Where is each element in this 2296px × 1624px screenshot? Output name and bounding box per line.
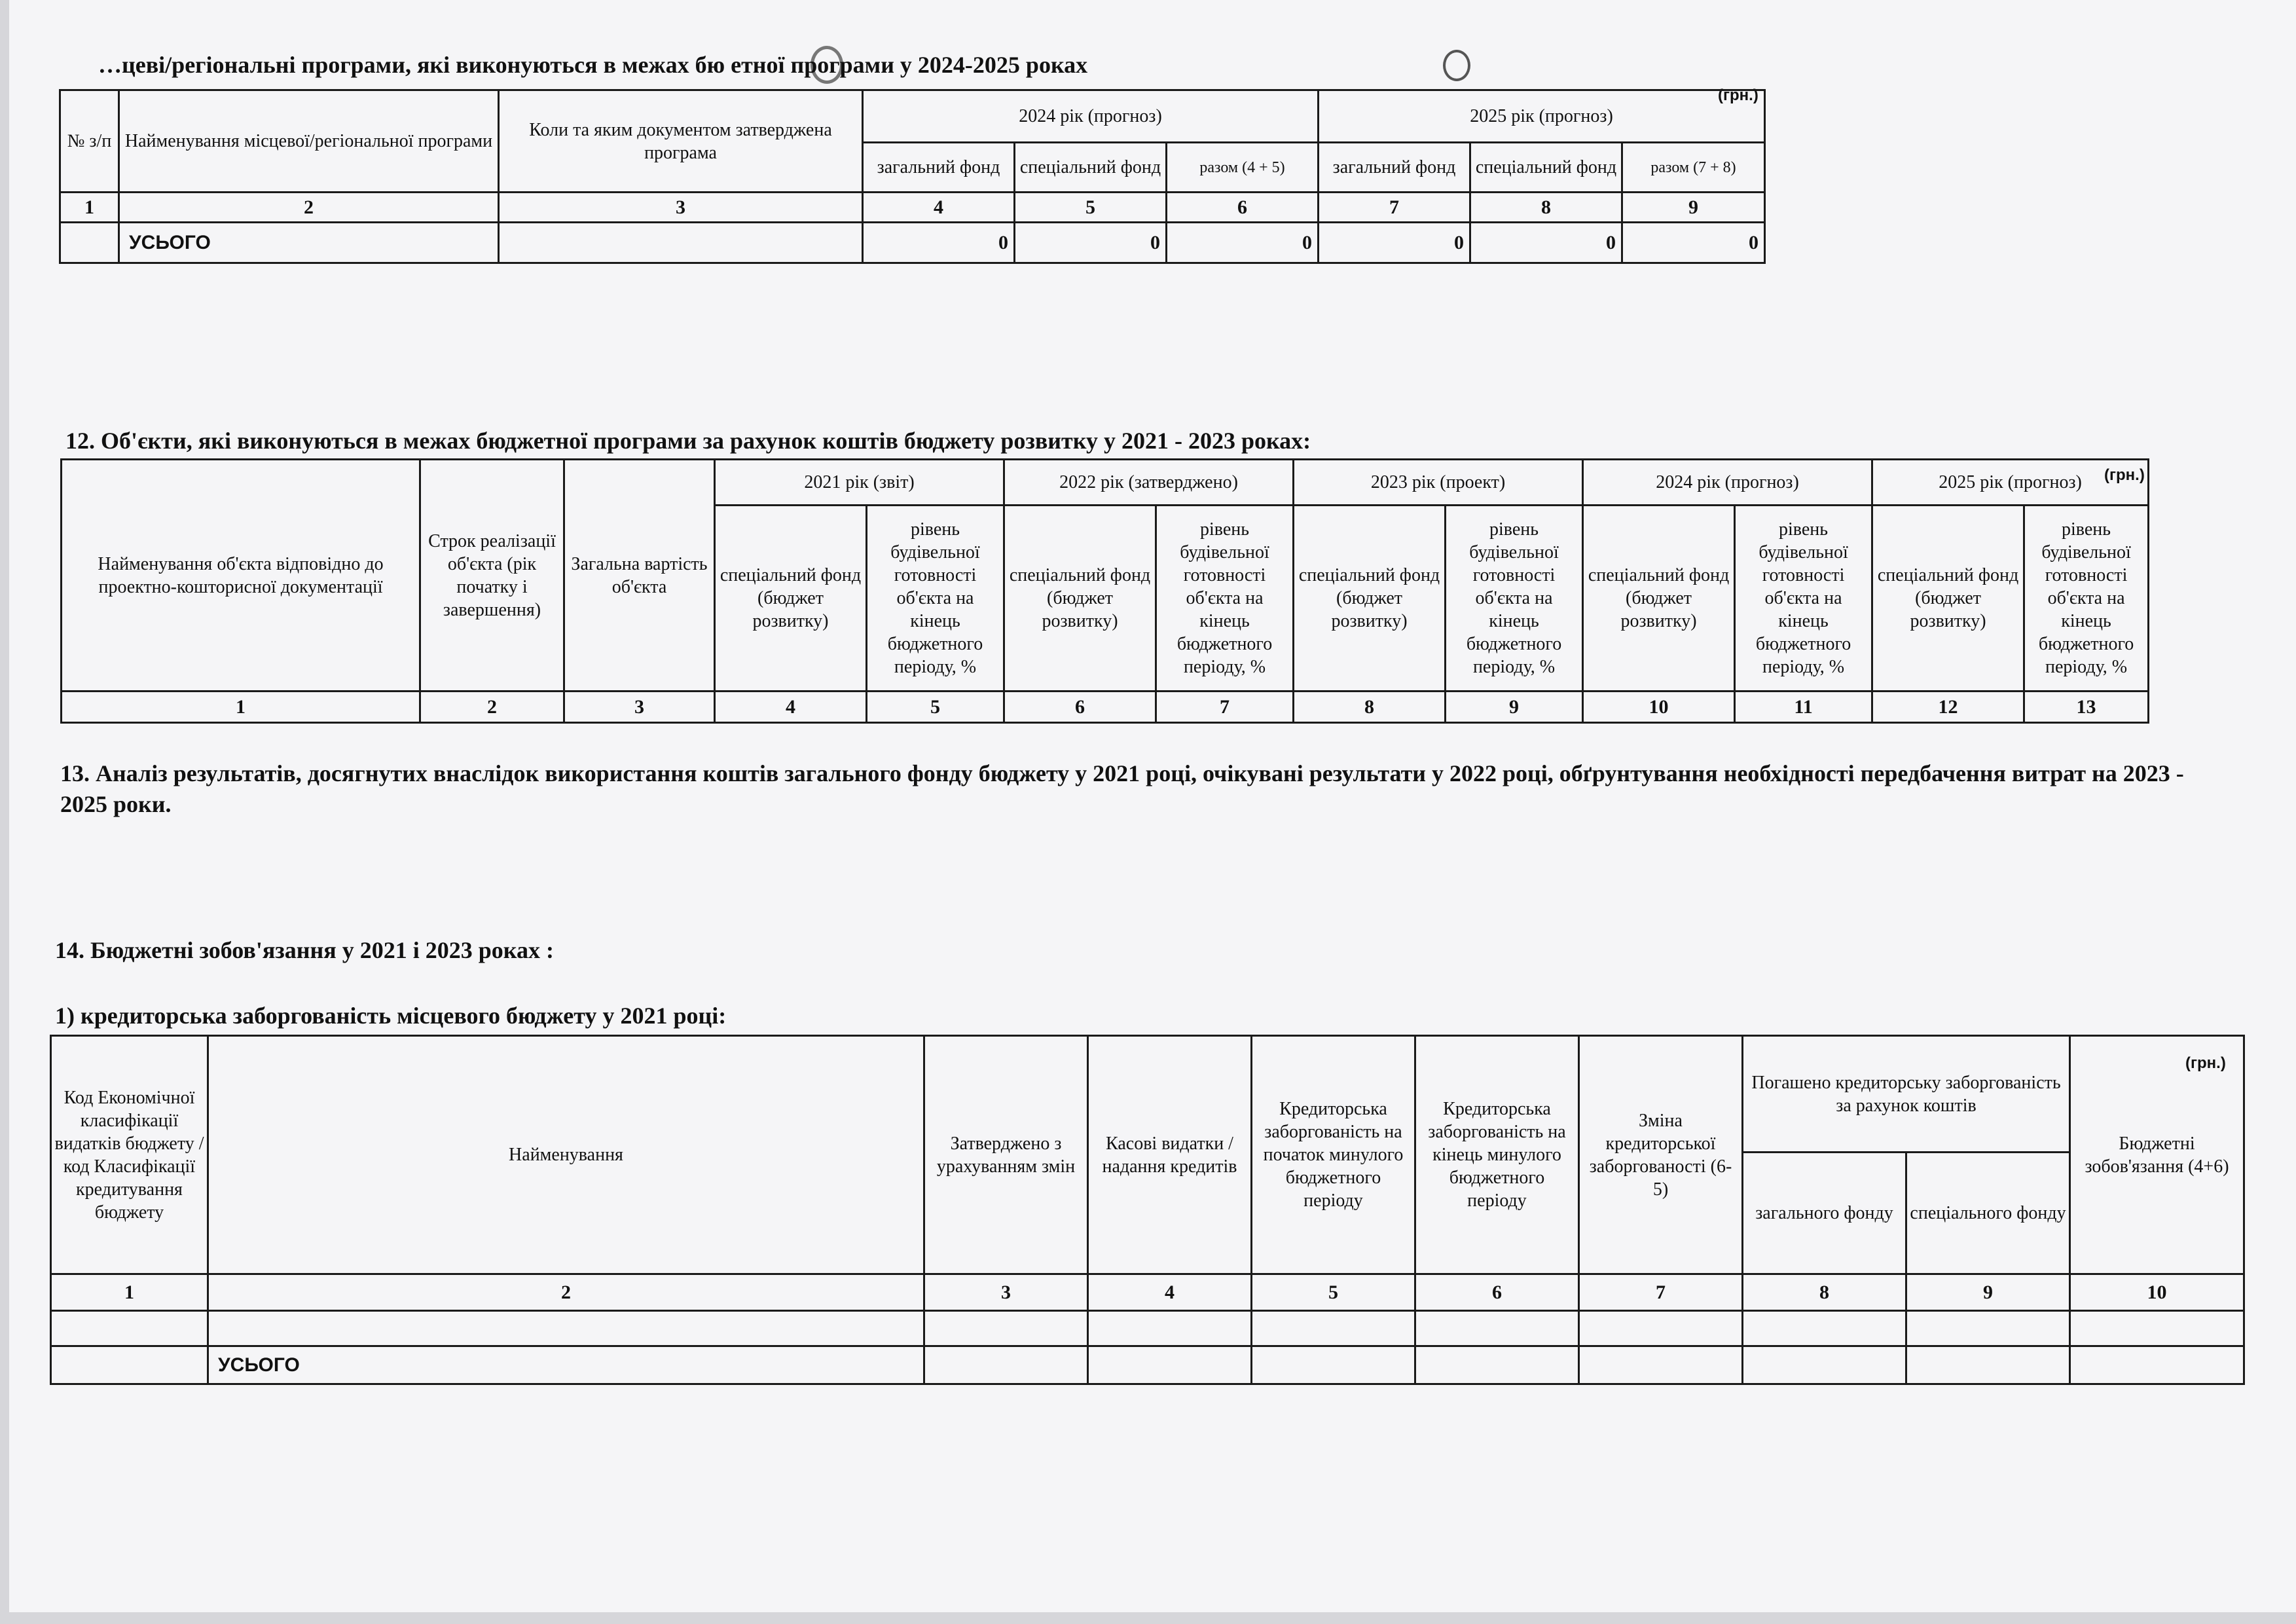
column-number: 10 bbox=[2070, 1274, 2244, 1311]
section-12-table bbox=[60, 458, 2149, 724]
header-object-name: Найменування об'єкта відповідно до проектно-кошторисної документації bbox=[62, 460, 420, 692]
header-year-2024: 2024 рік (прогноз) bbox=[1583, 460, 1872, 506]
header-special-fund: спеціальний фонд bbox=[1015, 143, 1167, 193]
header-readiness: рівень будівельної готовності об'єкта на кінець бюджетного періоду, % bbox=[1735, 506, 1872, 692]
header-special-fund: спеціального фонду bbox=[1906, 1153, 2070, 1274]
section-11-table bbox=[59, 89, 1766, 264]
header-readiness: рівень будівельної готовності об'єкта на кінець бюджетного періоду, % bbox=[1156, 506, 1294, 692]
header-year-2021: 2021 рік (звіт) bbox=[715, 460, 1004, 506]
column-number: 1 bbox=[60, 193, 119, 223]
column-number: 2 bbox=[208, 1274, 924, 1311]
header-special-fund: спеціальний фонд bbox=[1470, 143, 1622, 193]
section-11-unit: (грн.) bbox=[1718, 86, 1758, 104]
column-number: 10 bbox=[1583, 692, 1735, 723]
header-general-fund: загального фонду bbox=[1743, 1153, 1906, 1274]
column-number: 8 bbox=[1470, 193, 1622, 223]
column-number: 4 bbox=[1088, 1274, 1252, 1311]
total-row-label: УСЬОГО bbox=[119, 223, 499, 263]
empty-cell bbox=[1252, 1346, 1415, 1384]
header-year-2024: 2024 рік (прогноз) bbox=[863, 90, 1319, 143]
column-number: 12 bbox=[1872, 692, 2024, 723]
header-debt-start: Кредиторська заборгованість на початок минулого бюджетного періоду bbox=[1252, 1036, 1415, 1274]
header-total-cost: Загальна вартість об'єкта bbox=[564, 460, 715, 692]
empty-cell bbox=[2070, 1311, 2244, 1346]
column-number: 11 bbox=[1735, 692, 1872, 723]
empty-cell bbox=[208, 1311, 924, 1346]
empty-cell bbox=[1906, 1311, 2070, 1346]
column-number: 3 bbox=[924, 1274, 1088, 1311]
column-number: 7 bbox=[1579, 1274, 1743, 1311]
column-number: 7 bbox=[1156, 692, 1294, 723]
section-14-unit: (грн.) bbox=[2185, 1054, 2226, 1072]
header-total: разом (4 + 5) bbox=[1167, 143, 1319, 193]
column-number: 2 bbox=[119, 193, 499, 223]
scan-bottom-edge bbox=[0, 1612, 2296, 1624]
header-number: № з/п bbox=[60, 90, 119, 193]
empty-cell bbox=[1743, 1311, 1906, 1346]
header-year-2025: 2025 рік (прогноз) bbox=[1319, 90, 1765, 143]
empty-cell bbox=[1743, 1346, 1906, 1384]
header-special-fund: спеціальний фонд (бюджет розвитку) bbox=[1294, 506, 1446, 692]
column-number: 1 bbox=[62, 692, 420, 723]
empty-cell bbox=[51, 1346, 208, 1384]
header-program-name: Найменування місцевої/регіональної програми bbox=[119, 90, 499, 193]
section-14-title: 14. Бюджетні зобов'язання у 2021 і 2023 роках : bbox=[55, 937, 554, 963]
header-special-fund: спеціальний фонд (бюджет розвитку) bbox=[1872, 506, 2024, 692]
total-value: 0 bbox=[1622, 223, 1765, 263]
column-number: 1 bbox=[51, 1274, 208, 1311]
scan-left-edge bbox=[0, 0, 9, 1624]
total-value: 0 bbox=[1167, 223, 1319, 263]
empty-cell bbox=[1906, 1346, 2070, 1384]
header-debt-change: Зміна кредиторської заборгованості (6-5) bbox=[1579, 1036, 1743, 1274]
column-number: 5 bbox=[1015, 193, 1167, 223]
column-number: 6 bbox=[1004, 692, 1156, 723]
header-general-fund: загальний фонд bbox=[1319, 143, 1470, 193]
header-readiness: рівень будівельної готовності об'єкта на кінець бюджетного періоду, % bbox=[2024, 506, 2149, 692]
column-number: 2 bbox=[420, 692, 564, 723]
column-number: 5 bbox=[867, 692, 1004, 723]
header-classification-code: Код Економічної класифікації видатків бюджету / код Класифікації кредитування бюджету bbox=[51, 1036, 208, 1274]
total-value: 0 bbox=[1470, 223, 1622, 263]
header-total: разом (7 + 8) bbox=[1622, 143, 1765, 193]
section-11-title: …цеві/регіональні програми, які виконуються в межах бю етної програми у 2024-2025 роках bbox=[98, 52, 1088, 78]
total-row-label: УСЬОГО bbox=[208, 1346, 924, 1384]
header-debt-end: Кредиторська заборгованість на кінець минулого бюджетного періоду bbox=[1415, 1036, 1579, 1274]
header-special-fund: спеціальний фонд (бюджет розвитку) bbox=[1583, 506, 1735, 692]
header-year-2023: 2023 рік (проект) bbox=[1294, 460, 1583, 506]
header-special-fund: спеціальний фонд (бюджет розвитку) bbox=[715, 506, 867, 692]
section-12-unit: (грн.) bbox=[2104, 466, 2145, 484]
empty-cell bbox=[1415, 1311, 1579, 1346]
empty-cell bbox=[51, 1311, 208, 1346]
column-number: 8 bbox=[1743, 1274, 1906, 1311]
header-year-2022: 2022 рік (затверджено) bbox=[1004, 460, 1294, 506]
column-number: 13 bbox=[2024, 692, 2149, 723]
column-number: 6 bbox=[1167, 193, 1319, 223]
empty-cell bbox=[499, 223, 863, 263]
empty-cell bbox=[1579, 1346, 1743, 1384]
column-number: 7 bbox=[1319, 193, 1470, 223]
header-budget-obligations: Бюджетні зобов'язання (4+6) bbox=[2070, 1036, 2244, 1274]
header-readiness: рівень будівельної готовності об'єкта на кінець бюджетного періоду, % bbox=[867, 506, 1004, 692]
section-13-title: 13. Аналіз результатів, досягнутих внаслідок використання коштів загального фонду бюджету у 2021 році, очікувані результати у 2022 році, обґрунтування необхідності передбачення витрат на 2023 - 2025 роки. bbox=[60, 760, 2184, 817]
header-name: Найменування bbox=[208, 1036, 924, 1274]
column-number: 8 bbox=[1294, 692, 1446, 723]
column-number: 3 bbox=[499, 193, 863, 223]
section-12-title: 12. Об'єкти, які виконуються в межах бюджетної програми за рахунок коштів бюджету розвитку у 2021 - 2023 роках: bbox=[65, 428, 1311, 454]
column-number: 3 bbox=[564, 692, 715, 723]
header-readiness: рівень будівельної готовності об'єкта на кінець бюджетного періоду, % bbox=[1446, 506, 1583, 692]
column-number: 5 bbox=[1252, 1274, 1415, 1311]
column-number: 9 bbox=[1622, 193, 1765, 223]
empty-cell bbox=[924, 1311, 1088, 1346]
header-approved: Затверджено з урахуванням змін bbox=[924, 1036, 1088, 1274]
total-value: 0 bbox=[863, 223, 1015, 263]
total-value: 0 bbox=[1015, 223, 1167, 263]
header-repaid-debt: Погашено кредиторську заборгованість за рахунок коштів bbox=[1743, 1036, 2070, 1153]
empty-cell bbox=[2070, 1346, 2244, 1384]
empty-cell bbox=[60, 223, 119, 263]
header-approval-document: Коли та яким документом затверджена програма bbox=[499, 90, 863, 193]
column-number: 4 bbox=[863, 193, 1015, 223]
empty-cell bbox=[924, 1346, 1088, 1384]
column-number: 9 bbox=[1906, 1274, 2070, 1311]
empty-cell bbox=[1088, 1311, 1252, 1346]
column-number: 6 bbox=[1415, 1274, 1579, 1311]
empty-cell bbox=[1252, 1311, 1415, 1346]
header-year-2025: 2025 рік (прогноз) bbox=[1872, 460, 2149, 506]
header-cash-expenditure: Касові видатки / надання кредитів bbox=[1088, 1036, 1252, 1274]
section-14-subtitle: 1) кредиторська заборгованість місцевого бюджету у 2021 році: bbox=[55, 1003, 727, 1029]
header-special-fund: спеціальний фонд (бюджет розвитку) bbox=[1004, 506, 1156, 692]
header-general-fund: загальний фонд bbox=[863, 143, 1015, 193]
column-number: 4 bbox=[715, 692, 867, 723]
empty-cell bbox=[1579, 1311, 1743, 1346]
scan-punch-hole bbox=[1443, 50, 1470, 81]
column-number: 9 bbox=[1446, 692, 1583, 723]
section-14-table bbox=[50, 1035, 2245, 1385]
header-implementation-term: Строк реалізації об'єкта (рік початку і завершення) bbox=[420, 460, 564, 692]
empty-cell bbox=[1415, 1346, 1579, 1384]
empty-cell bbox=[1088, 1346, 1252, 1384]
total-value: 0 bbox=[1319, 223, 1470, 263]
